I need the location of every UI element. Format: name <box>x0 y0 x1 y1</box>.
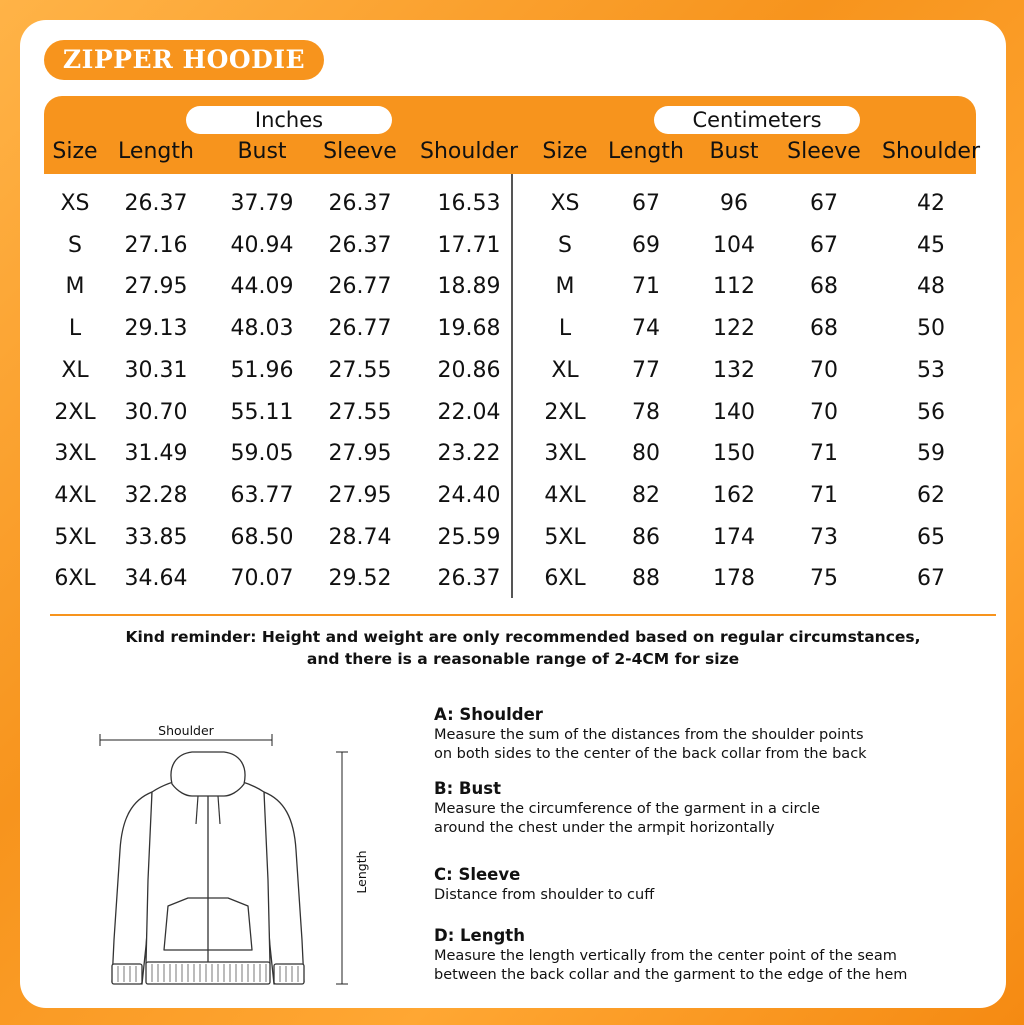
length-label: Length <box>354 850 369 894</box>
value-cell-in: 27.55 <box>328 357 392 383</box>
value-cell-cm: 75 <box>810 566 838 592</box>
value-cell-in: 63.77 <box>230 482 294 508</box>
value-cell-in: 30.70 <box>124 399 188 425</box>
value-cell-cm: 78 <box>632 399 660 425</box>
size-cell-cm: 2XL <box>544 399 586 425</box>
value-cell-in: 26.37 <box>437 566 501 592</box>
size-cell-in: 5XL <box>54 524 96 550</box>
value-cell-cm: 112 <box>713 274 755 300</box>
section-divider <box>50 614 996 616</box>
measure-item <box>434 778 994 838</box>
measure-item <box>434 864 994 905</box>
value-cell-cm: 67 <box>632 191 660 216</box>
kind-reminder <box>50 626 996 670</box>
value-cell-cm: 68 <box>810 274 838 300</box>
value-cell-cm: 70 <box>810 399 838 425</box>
value-cell-in: 23.22 <box>437 441 501 467</box>
centimeters-label: Centimeters <box>654 106 860 134</box>
value-cell-cm: 132 <box>713 357 755 383</box>
measure-description: around the chest under the armpit horizontally <box>434 820 775 836</box>
header-shoulder-in: Shoulder <box>420 139 518 164</box>
value-cell-in: 17.71 <box>437 232 501 258</box>
size-cell-cm: XL <box>551 357 579 383</box>
hoodie-diagram <box>92 700 382 990</box>
value-cell-cm: 122 <box>713 316 755 342</box>
value-cell-in: 22.04 <box>437 399 501 425</box>
value-cell-cm: 56 <box>917 399 945 425</box>
inches-label: Inches <box>186 106 392 134</box>
header-sleeve-cm: Sleeve <box>787 139 861 164</box>
value-cell-cm: 80 <box>632 441 660 467</box>
value-cell-in: 26.37 <box>124 191 188 216</box>
value-cell-cm: 45 <box>917 232 945 258</box>
page-title: ZIPPER HOODIE <box>44 40 324 80</box>
header-length-cm: Length <box>608 139 684 164</box>
value-cell-in: 26.77 <box>328 316 392 342</box>
value-cell-cm: 150 <box>713 441 755 467</box>
size-cell-in: S <box>68 232 82 258</box>
value-cell-cm: 67 <box>810 232 838 258</box>
header-length-in: Length <box>118 139 194 164</box>
value-cell-in: 70.07 <box>230 566 294 592</box>
value-cell-in: 27.16 <box>124 232 188 258</box>
size-cell-in: 2XL <box>54 399 96 425</box>
table-row <box>44 433 976 475</box>
size-cell-in: 3XL <box>54 441 96 467</box>
measure-item <box>434 704 994 764</box>
value-cell-in: 26.37 <box>328 232 392 258</box>
table-row <box>44 517 976 559</box>
value-cell-cm: 70 <box>810 357 838 383</box>
table-row <box>44 308 976 350</box>
value-cell-in: 18.89 <box>437 274 501 300</box>
value-cell-in: 26.77 <box>328 274 392 300</box>
size-cell-cm: S <box>558 232 572 258</box>
value-cell-in: 26.37 <box>328 191 392 216</box>
value-cell-cm: 77 <box>632 357 660 383</box>
value-cell-in: 29.13 <box>124 316 188 342</box>
table-row <box>44 392 976 434</box>
value-cell-in: 59.05 <box>230 441 294 467</box>
value-cell-cm: 71 <box>632 274 660 300</box>
measure-description: between the back collar and the garment to the edge of the hem <box>434 967 908 983</box>
size-cell-cm: M <box>555 274 575 300</box>
size-cell-cm: 3XL <box>544 441 586 467</box>
size-cell-in: 6XL <box>54 566 96 592</box>
table-row <box>44 558 976 600</box>
value-cell-cm: 65 <box>917 524 945 550</box>
value-cell-cm: 68 <box>810 316 838 342</box>
measure-title: C: Sleeve <box>434 865 521 884</box>
value-cell-cm: 71 <box>810 482 838 508</box>
value-cell-cm: 96 <box>720 191 748 216</box>
table-row <box>44 350 976 392</box>
size-cell-cm: L <box>558 316 572 342</box>
reminder-line-2: and there is a reasonable range of 2-4CM for size <box>306 650 740 668</box>
table-header <box>44 96 980 174</box>
value-cell-in: 27.95 <box>328 482 392 508</box>
value-cell-cm: 74 <box>632 316 660 342</box>
value-cell-in: 31.49 <box>124 441 188 467</box>
value-cell-in: 24.40 <box>437 482 501 508</box>
value-cell-cm: 162 <box>713 482 755 508</box>
value-cell-cm: 42 <box>917 191 945 216</box>
size-chart-card <box>20 20 1006 1008</box>
measure-item <box>434 925 994 985</box>
value-cell-cm: 178 <box>713 566 755 592</box>
measure-description: on both sides to the center of the back collar from the back <box>434 746 867 762</box>
value-cell-cm: 48 <box>917 274 945 300</box>
value-cell-in: 20.86 <box>437 357 501 383</box>
value-cell-in: 32.28 <box>124 482 188 508</box>
header-bust-in: Bust <box>237 139 287 164</box>
size-cell-cm: 6XL <box>544 566 586 592</box>
value-cell-in: 30.31 <box>124 357 188 383</box>
hoodie-illustration <box>92 700 382 990</box>
value-cell-cm: 62 <box>917 482 945 508</box>
value-cell-in: 27.95 <box>328 441 392 467</box>
value-cell-cm: 67 <box>917 566 945 592</box>
value-cell-in: 16.53 <box>437 191 501 216</box>
value-cell-in: 40.94 <box>230 232 294 258</box>
value-cell-in: 48.03 <box>230 316 294 342</box>
size-cell-cm: 4XL <box>544 482 586 508</box>
size-cell-in: XL <box>61 357 89 383</box>
table-row <box>44 225 976 267</box>
value-cell-in: 29.52 <box>328 566 392 592</box>
measure-description: Measure the circumference of the garment in a circle <box>434 801 821 817</box>
table-row <box>44 266 976 308</box>
value-cell-in: 55.11 <box>230 399 294 425</box>
shoulder-label: Shoulder <box>158 723 214 738</box>
size-cell-in: XS <box>60 191 90 216</box>
value-cell-in: 51.96 <box>230 357 294 383</box>
size-cell-in: L <box>68 316 82 342</box>
value-cell-cm: 50 <box>917 316 945 342</box>
value-cell-in: 33.85 <box>124 524 188 550</box>
value-cell-in: 25.59 <box>437 524 501 550</box>
value-cell-in: 28.74 <box>328 524 392 550</box>
value-cell-cm: 53 <box>917 357 945 383</box>
size-cell-in: 4XL <box>54 482 96 508</box>
value-cell-in: 27.55 <box>328 399 392 425</box>
size-cell-cm: XS <box>550 191 580 216</box>
measure-description: Measure the length vertically from the center point of the seam <box>434 948 897 964</box>
value-cell-in: 37.79 <box>230 191 294 216</box>
value-cell-cm: 71 <box>810 441 838 467</box>
value-cell-cm: 140 <box>713 399 755 425</box>
value-cell-cm: 59 <box>917 441 945 467</box>
value-cell-cm: 67 <box>810 191 838 216</box>
value-cell-cm: 174 <box>713 524 755 550</box>
header-sleeve-in: Sleeve <box>323 139 397 164</box>
measure-title: A: Shoulder <box>434 705 543 724</box>
value-cell-in: 27.95 <box>124 274 188 300</box>
measurement-guide <box>434 704 994 999</box>
size-cell-in: M <box>65 274 85 300</box>
measure-description: Measure the sum of the distances from the shoulder points <box>434 727 864 743</box>
measure-title: B: Bust <box>434 779 501 798</box>
reminder-line-1: Kind reminder: Height and weight are only recommended based on regular circumstances, <box>125 628 921 646</box>
value-cell-cm: 86 <box>632 524 660 550</box>
measure-description: Distance from shoulder to cuff <box>434 887 655 903</box>
table-row <box>44 475 976 517</box>
value-cell-cm: 73 <box>810 524 838 550</box>
value-cell-cm: 82 <box>632 482 660 508</box>
value-cell-cm: 69 <box>632 232 660 258</box>
table-row <box>44 183 976 225</box>
header-shoulder-cm: Shoulder <box>882 139 980 164</box>
value-cell-in: 44.09 <box>230 274 294 300</box>
value-cell-cm: 88 <box>632 566 660 592</box>
value-cell-cm: 104 <box>713 232 755 258</box>
header-size-cm: Size <box>542 139 588 164</box>
header-bust-cm: Bust <box>709 139 759 164</box>
size-cell-cm: 5XL <box>544 524 586 550</box>
header-size-in: Size <box>52 139 98 164</box>
value-cell-in: 34.64 <box>124 566 188 592</box>
value-cell-in: 19.68 <box>437 316 501 342</box>
value-cell-in: 68.50 <box>230 524 294 550</box>
measure-title: D: Length <box>434 926 525 945</box>
